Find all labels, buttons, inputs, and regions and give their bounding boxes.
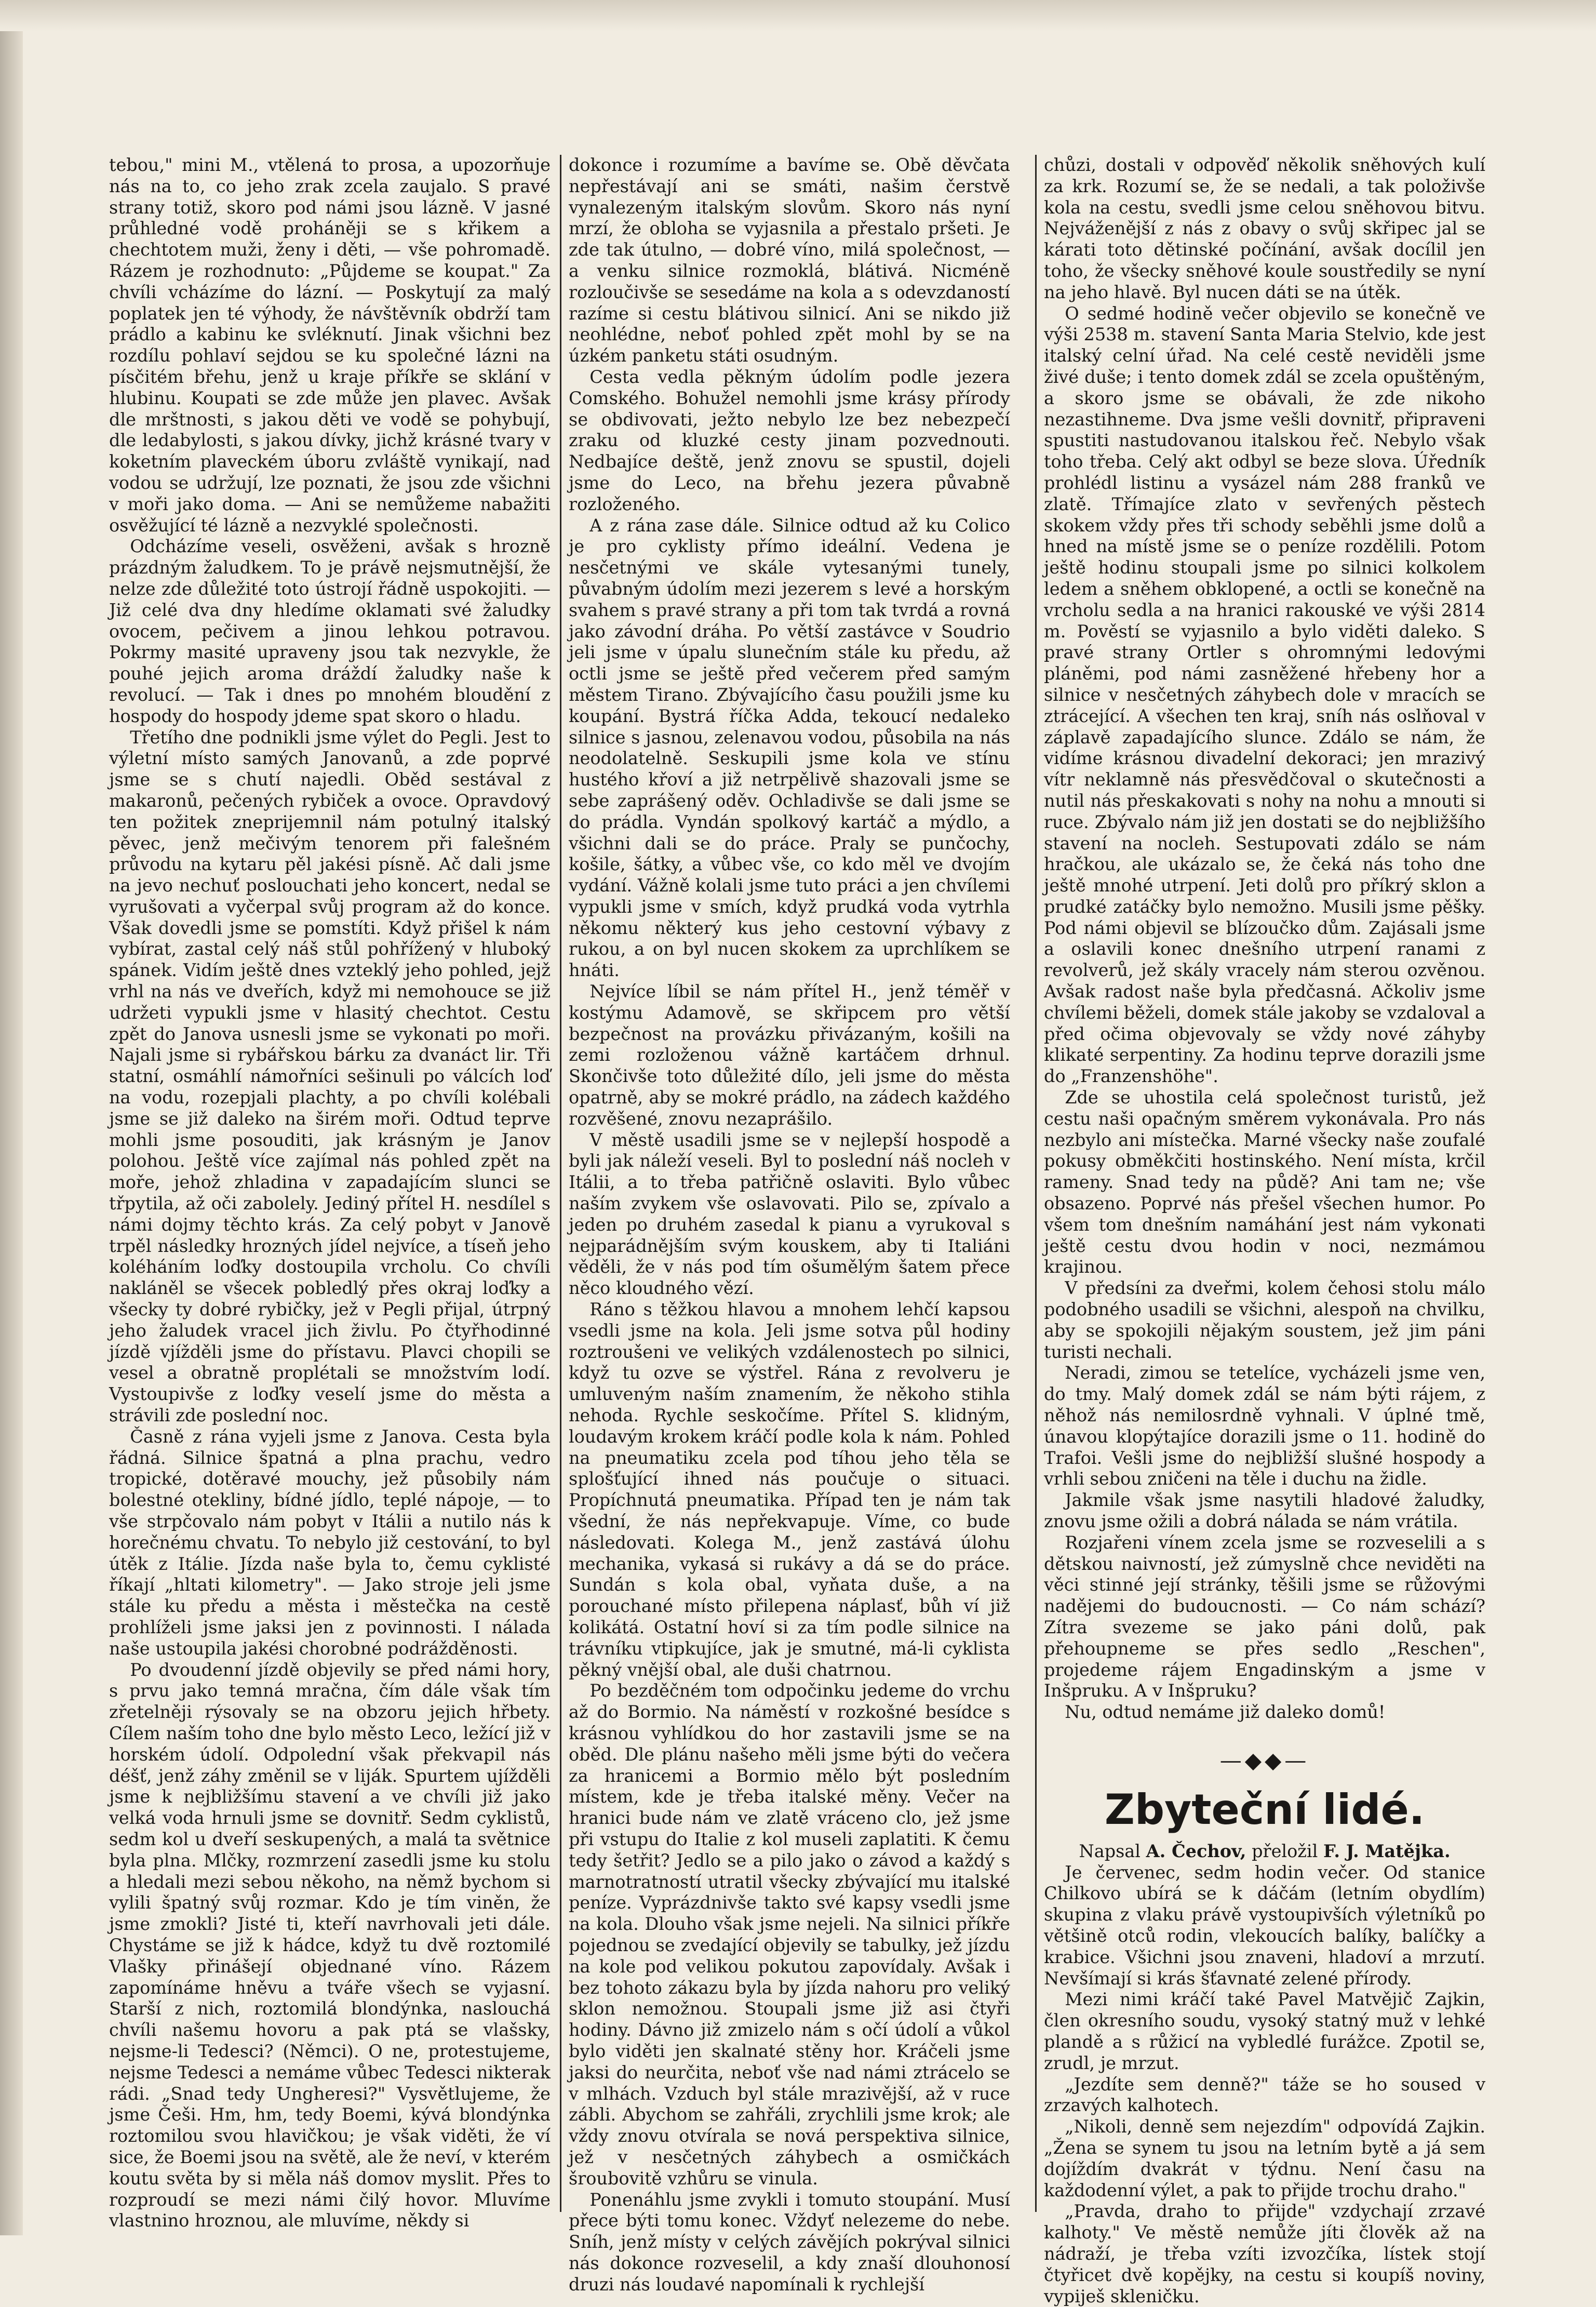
paragraph: Neradi, zimou se tetelíce, vycházeli jsme ven, do tmy. Malý domek zdál se nám býti rájem, z něhož nás nemilosrdně vyhnali. V úplné tmě, únavou klopýtajíce dorazili jsme o 11. hodině do Trafoi. Vešli jsme do nejbližší slušné hospody a vrhli sebou zničeni na těle i duchu na židle. bbox=[1044, 1363, 1485, 1489]
story-paragraph: „Nikoli, denně sem nejezdím" odpovídá Zajkin. „Žena se synem tu jsou na letním bytě a já sem dojíždím dvakrát v týdnu. Není času na každodenní výlet, a pak to přijde trochu draho." bbox=[1044, 2116, 1485, 2201]
column-divider bbox=[1035, 155, 1037, 2212]
paragraph: V předsíni za dveřmi, kolem čehosi stolu málo podobného usadili se všichni, alespoň na chvilku, aby se spokojili nějakým soustem, jež jim páni turisti nechali. bbox=[1044, 1278, 1485, 1362]
paragraph: dokonce i rozumíme a bavíme se. Obě děvčata nepřestávají ani se smáti, našim čerstvě vynalezeným italským slovům. Skoro nás nyní mrzí, že obloha se vyjasnila a přestalo pršeti. Je zde tak útulno, — dobré víno, milá společnost, — a venku silnice rozmoklá, blátivá. Nicméně rozloučivše se sesedáme na kola a s odevzdaností razíme si cestu blátivou silnicí. Ani se nikdo již neohlédne, neboť pohled zpět mohl by se na úzkém panketu státi osudným. bbox=[569, 155, 1010, 366]
paragraph: Zde se uhostila celá společnost turistů, jež cestu naši opačným směrem vykonávala. Pro nás nezbylo ani místečka. Marné všecky naše zoufalé pokusy obměkčiti hostinského. Není místa, krčil rameny. Snad tedy na půdě? Ani tam ne; vše obsazeno. Poprvé nás přešel všechen humor. Po všem tom dnešním namáhání jest nám vykonati ještě cestu dvou hodin v noci, nezmámou krajinou. bbox=[1044, 1087, 1485, 1277]
column-2 bbox=[569, 155, 1010, 2295]
story-paragraph: Je červenec, sedm hodin večer. Od stanice Chilkovo ubírá se k dáčám (letním obydlím) skupina z vlaku právě vystoupivších výletníků po většině otců rodin, vlekoucích balíky, balíčky a krabice. Všichni jsou znaveni, hladoví a mrzutí. Nevšímají si krás šťavnaté zelené přírody. bbox=[1044, 1862, 1485, 1989]
paragraph: Po bezděčném tom odpočinku jedeme do vrchu až do Bormio. Na náměstí v rozkošné besídce s krásnou vyhlídkou do hor zastavili jsme se na oběd. Dle plánu našeho měli jsme býti do večera za hranicemi a Bormio mělo být posledním místem, kde je třeba italské měny. Večer na hranici bude nám ve zlatě vráceno clo, jež jsme při vstupu do Italie z kol museli zaplatiti. K čemu tedy šetřit? Jedlo se a pilo jako o závod a každý s marnotratností utratil všecky zbývající mu italské peníze. Vyprázdnivše takto své kapsy vsedli jsme na kola. Dlouho však jsme nejeli. Na silnici příkře pojednou se zvedající objevily se tabulky, jež jízdu na kole pod velikou pokutou zapovídaly. Avšak i bez tohoto zákazu byla by jízda nahoru pro veliký sklon nemožnou. Stoupali jsme již asi čtyři hodiny. Dávno již zmizelo nám s očí údolí a vůkol bylo viděti jen skalnaté stěny hor. Kráčeli jsme jaksi do neurčita, neboť vše nad námi ztrácelo se v mlhách. Vzduch byl stále mrazivější, až v ruce zábli. Abychom se zahřáli, zrychlili jsme krok; ale vždy znovu otvírala se nová perspektiva silnice, jež v nesčetných záhybech a osmičkách šroubovitě vzhůru se vinula. bbox=[569, 1681, 1010, 2189]
paragraph: chůzi, dostali v odpověď několik sněhových kulí za krk. Rozumí se, že se nedali, a tak položivše kola na cestu, svedli jsme celou sněhovou bitvu. Nejváženější z nás z obavy o svůj skřipec jal se kárati toto dětinské počínání, avšak docílil jen toho, že všecky sněhové koule soustředily se nyní na jeho hlavě. Byl nucen dáti se na útěk. bbox=[1044, 155, 1485, 302]
author-name: A. Čechov, bbox=[1146, 1841, 1246, 1861]
paragraph: Odcházíme veseli, osvěženi, avšak s hrozně prázdným žaludkem. To je právě nejsmutnější, že nelze zde důležité toto ústrojí řádně uspokojiti. — Již celé dva dny hledíme oklamati své žaludky ovocem, pečivem a jinou lehkou potravou. Pokrmy masité upraveny jsou tak nezvykle, že pouhé jejich aroma dráždí žaludky naše k revolucí. — Tak i dnes po mnohém bloudění z hospody do hospody jdeme spat skoro o hladu. bbox=[109, 536, 551, 726]
story-paragraph: Mezi nimi kráčí také Pavel Matvějič Zajkin, člen okresního soudu, vysoký statný muž v lehké plandě a s růžicí na vybledlé furážce. Zpotil se, zrudl, je mrzut. bbox=[1044, 1989, 1485, 2073]
paragraph: O sedmé hodině večer objevilo se konečně ve výši 2538 m. stavení Santa Maria Stelvio, kde jest italský celní úřad. Na celé cestě neviděli jsme živé duše; i tento domek zdál se zcela opuštěným, a skoro jsme se obávali, že zde nikoho nezastihneme. Dva jsme vešli dovnitř, připraveni spustiti nastudovanou italskou řeč. Nebylo však toho třeba. Celý akt odbyl se beze slova. Úředník prohlédl listinu a vysázel nám 288 franků ve zlatě. Třímajíce zlato v sevřených pěstech skokem vždy přes tři schody seběhli jsme dolů a hned na místě jsme se o peníze rozdělili. Potom ještě hodinu stoupali jsme po silnici kolkolem ledem a sněhem obklopené, a octli se konečně na vrcholu sedla a na hranici rakouské ve výši 2814 m. Pověstí se vyjasnilo a bylo viděti daleko. S pravé strany Ortler s ohromnými ledovými pláněmi, pod námi zasněžené hřebeny hor a silnice v nesčetných záhybech dole v mracích se ztrácející. A všechen ten kraj, sníh nás oslňoval v záplavě zapadajícího slunce. Zdálo se nám, že vidíme krásnou divadelní dekoraci; jen mrazivý vítr neklamně nás přesvědčoval o skutečnosti a nutil nás přeskakovati s nohy na nohu a mnouti si ruce. Zbývalo nám již jen dostati se do nejbližšího stavení na nocleh. Sestupovati zdálo se nám hračkou, ale ukázalo se, že čeká nás toho dne ještě mnohé utrpení. Jeti dolů pro příkrý sklon a prudké zatáčky bylo nemožno. Musili jsme pěšky. Pod námi objevil se blízoučko dům. Zajásali jsme a oslavili konec dnešního utrpení ranami z revolverů, jež skály vracely nám sterou ozvěnou. Avšak radost naše byla předčasná. Ačkoliv jsme chvílemi běželi, domek stále jakoby se vzdaloval a před očima objevovaly se vždy nové záhyby klikaté serpentiny. Za hodinu teprve dorazili jsme do „Franzenshöhe". bbox=[1044, 303, 1485, 1087]
byline-prefix: Napsal bbox=[1079, 1841, 1141, 1861]
translator-prefix: přeložil bbox=[1252, 1841, 1318, 1861]
paragraph: Časně z rána vyjeli jsme z Janova. Cesta byla řádná. Silnice špatná a plna prachu, vedro tropické, dotěravé mouchy, jež působily nám bolestné otekliny, bídné jídlo, teplé nápoje, — to vše strpčovalo nám pobyt v Itálii a nutilo nás k horečnému chvatu. To nebylo již cestování, to byl útěk z Itálie. Jízda naše byla to, čemu cyklisté říkají „hltati kilometry". — Jako stroje jeli jsme stále ku předu a města i městečka na cestě prohlíželi jsme jaksi jen z povinnosti. I nálada naše ustoupila jakési chorobné podrážděnosti. bbox=[109, 1426, 551, 1659]
column-divider bbox=[560, 155, 561, 2212]
paragraph: Cesta vedla pěkným údolím podle jezera Comského. Bohužel nemohli jsme krásy přírody se obdivovati, ježto nebylo lze bez nebezpečí zraku od kluzké cesty jinam pozvednouti. Nedbajíce deště, jenž znovu se spustil, dojeli jsme do Leco, na břehu jezera půvabně rozloženého. bbox=[569, 366, 1010, 514]
section-ornament: —◆◆— bbox=[1219, 1747, 1310, 1773]
story-byline bbox=[1044, 1841, 1485, 1862]
scan-edge-left bbox=[0, 0, 23, 2235]
paragraph: Jakmile však jsme nasytili hladové žaludky, znovu jsme ožili a dobrá nálada se nám vrátila. bbox=[1044, 1490, 1485, 1531]
paragraph: tebou," mini M., vtělená to prosa, a upozorňuje nás na to, co jeho zrak zcela zaujalo. S pravé strany totiž, skoro pod námi jsou lázně. V jasné průhledné vodě proháněji se s křikem a chechtotem muži, ženy i děti, — vše pohromadě. Rázem je rozhodnuto: „Půjdeme se koupat." Za chvíli vcházíme do lázní. — Poskytují za malý poplatek jen té výhody, že návštěvník obdrží tam prádlo a kabinu ke svléknutí. Jinak všichni bez rozdílu pohlaví sejdou se ku společné lázni na písčitém břehu, jenž u kraje příkře se sklání v hlubinu. Koupati se zde může jen plavec. Avšak dle mrštnosti, s jakou děti ve vodě se pohybují, dle ledabylosti, s jakou dívky, jichž krásné tvary v koketním plaveckém úboru zvláště vynikají, nad vodou se udržují, lze poznati, že jsou zde všichni v moři jako doma. — Ani se nemůžeme nabažiti osvěžující té lázně a nezvyklé společnosti. bbox=[109, 155, 551, 536]
translator-name: F. J. Matějka. bbox=[1323, 1841, 1451, 1861]
column-3 bbox=[1044, 155, 1485, 2306]
story-paragraph: „Pravda, draho to přijde" vzdychají zrzavé kalhoty." Ve městě nemůže jíti člověk až na nádraží, je třeba vzíti izvozčíka, lístek stojí čtyřicet dvě kopějky, na cestu si koupíš noviny, vypiješ skleničku. bbox=[1044, 2201, 1485, 2306]
paragraph: V městě usadili jsme se v nejlepší hospodě a byli jak náleží veseli. Byl to poslední náš nocleh v Itálii, a to třeba patřičně oslaviti. Bylo vůbec naším zvykem vše oslavovati. Pilo se, zpívalo a jeden po druhém zasedal k pianu a vyrukoval s nejparádnějším svým kouskem, aby ti Italiáni věděli, že v nás pod tím ošumělým šatem přece něco kloudného vězí. bbox=[569, 1129, 1010, 1299]
paragraph: Nejvíce líbil se nám přítel H., jenž téměř v kostýmu Adamově, se skřipcem pro větší bezpečnost na provázku přivázaným, košili na zemi rozloženou vážně kartáčem drhnul. Skončivše toto důležité dílo, jeli jsme do města opatrně, aby se mokré prádlo, na zádech každého rozvěšené, znovu nezaprášilo. bbox=[569, 981, 1010, 1129]
column-1 bbox=[109, 155, 551, 2231]
scan-edge-top bbox=[0, 0, 1596, 31]
story-paragraph: „Jezdíte sem denně?" táže se ho soused v zrzavých kalhotech. bbox=[1044, 2074, 1485, 2116]
paragraph: Rozjařeni vínem zcela jsme se rozveselili a s dětskou naivností, jež zúmyslně chce neviděti na věci stinné její stránky, těšili jsme se růžovými nadějemi do budoucnosti. — Co nám schází? Zítra svezeme se jako páni dolů, pak přehoupneme se přes sedlo „Reschen", projedeme rájem Engadinským a jsme v Inšpruku. A v Inšpruku? bbox=[1044, 1532, 1485, 1701]
paragraph: A z rána zase dále. Silnice odtud až ku Colico je pro cyklisty přímo ideální. Vedena je nesčetnými ve skále vytesanými tunely, půvabným údolím mezi jezerem s levé a horským svahem s pravé strany a při tom tak tvrdá a rovná jako závodní dráha. Po větší zastávce v Soudrio jeli jsme v úpalu slunečním stále ku předu, až octli jsme se ještě před večerem před samým městem Tirano. Zbývajícího času použili jsme ku koupání. Bystrá říčka Adda, tekoucí nedaleko silnice s jasnou, zelenavou vodou, působila na nás neodolatelně. Seskupili jsme kola ve stínu hustého křoví a již netrpělivě shazovali jsme se sebe zaprášený oděv. Ochladivše se dali jsme se do prádla. Vyndán spolkový kartáč a mýdlo, a všichni dali se do práce. Praly se punčochy, košile, šátky, a vůbec vše, co kdo měl ve dvojím vydání. Vážně kolali jsme tuto práci a jen chvílemi vypukli jsme v smích, když prudká voda vytrhla někomu některý kus jeho cestovní výbavy z rukou, a on byl nucen skokem za uprchlíkem se hnáti. bbox=[569, 515, 1010, 981]
paragraph: Po dvoudenní jízdě objevily se před námi hory, s prvu jako temná mračna, čím dále však tím zřetelněji rýsovaly se na obzoru jejich hřbety. Cílem naším toho dne bylo město Leco, ležící již v horském údolí. Odpolední však překvapil nás déšť, jenž záhy změnil se v liják. Spurtem ujížděli jsme k nejbližšímu stavení a ve chvíli již jako velká voda hrnuli jsme se dovnitř. Sedm cyklistů, sedm kol u dveří seskupených, a malá ta světnice byla plna. Mlčky, rozmrzení zasedli jsme ku stolu a hledali mezi sebou někoho, na němž bychom si vylili špatný svůj rozmar. Kdo je tím viněn, že jsme zmokli? Jisté ti, kteří navrhovali jeti dále. Chystáme se již k hádce, když tu dvě roztomilé Vlašky přinášejí objednané víno. Rázem zapomínáme hněvu a tváře všech se vyjasní. Starší z nich, roztomilá blondýnka, naslouchá chvíli našemu hovoru a pak ptá se vlašsky, nejsme-li Tedesci? (Němci). O ne, protestujeme, nejsme Tedesci a nemáme vůbec Tedesci nikterak rádi. „Snad tedy Ungheresi?" Vysvětlujeme, že jsme Češi. Hm, hm, tedy Boemi, kývá blondýnka roztomilou svou hlavičkou; je však viděti, že ví sice, že Boemi jsou na světě, ale že neví, v kterém koutu světa by si měla náš domov myslit. Přes to rozproudí se mezi námi čilý hovor. Mluvíme vlastnino hroznou, ale mluvíme, někdy si bbox=[109, 1659, 551, 2231]
paragraph: Ráno s těžkou hlavou a mnohem lehčí kapsou vsedli jsme na kola. Jeli jsme sotva půl hodiny roztroušeni ve velikých vzdálenostech po silnici, když tu ozve se výstřel. Rána z revolveru je umluveným naším znamením, že někoho stihla nehoda. Rychle seskočíme. Přítel S. klidným, loudavým krokem kráčí podle kola k nám. Pohled na pneumatiku zcela pod tíhou jeho těla se splošťující ihned nás poučuje o situaci. Propíchnutá pneumatika. Případ ten je nám tak všední, že nás nepřekvapuje. Víme, co bude následovati. Kolega M., jenž zastává úlohu mechanika, vykasá si rukávy a dá se do práce. Sundán s kola obal, vyňata duše, a na porouchané místo přilepena náplasť, bůh ví již kolikátá. Ostatní hoví si za tím podle silnice na trávníku vtipkujíce, jak je smutné, má-li cyklista pěkný vnější obal, ale duši chatrnou. bbox=[569, 1299, 1010, 1680]
story-title: Zbyteční lidé. bbox=[1104, 1785, 1425, 1834]
paragraph: Třetího dne podnikli jsme výlet do Pegli. Jest to výletní místo samých Janovanů, a zde poprvé jsme se s chutí najedli. Oběd sestával z makaronů, pečených rybiček a ovoce. Opravdový ten požitek zneprijemnil nám potulný italský pěvec, jenž mečivým tenorem při falešném průvodu na kytaru pěl jakési písně. Ač dali jsme na jevo nechuť poslouchati jeho koncert, nedal se vyrušovati a vyčerpal svůj program až do konce. Však dovedli jsme se pomstíti. Když přišel k nám vybírat, zastal celý náš stůl pohřížený v hluboký spánek. Vidím ještě dnes vzteklý jeho pohled, jejž vrhl na nás ve dveřích, když mi nemohouce se již udržeti vypukli jsme v hlasitý chechtot. Cestu zpět do Janova usnesli jsme se vykonati po moři. Najali jsme si rybářskou bárku za dvanáct lir. Tři statní, osmáhlí námořníci sešinuli po válcích loď na vodu, rozepjali plachty, a po chvíli kolébali jsme se již daleko na širém moři. Odtud teprve mohli jsme posouditi, jak krásným je Janov polohou. Ještě více zajímal nás pohled zpět na moře, jehož zhladina v zapadajícím slunci se třpytila, až oči zabolely. Jediný přítel H. nesdílel s námi dojmy těchto krás. Za celý pobyt v Janově trpěl následky hrozných jídel nejvíce, a tíseň jeho koléháním loďky dostoupila vrcholu. Co chvíli nakláněl se všecek pobledlý přes okraj loďky a všecky ty dobré rybičky, jež v Pegli přijal, útrpný jeho žaludek vracel jich živlu. Po čtyřhodinné jízdě vjížděli jsme do přístavu. Plavci chopili se vesel a obratně proplétali se množstvím lodí. Vystoupivše z loďky veselí jsme do města a strávili zde poslední noc. bbox=[109, 727, 551, 1426]
paragraph: Ponenáhlu jsme zvykli i tomuto stoupání. Musí přece býti tomu konec. Vždyť nelezeme do nebe. Sníh, jenž místy v celých závějích pokrýval silnici nás dokonce rozveselil, a kdy znaší dlouhonosí druzi nás loudavé napomínali k rychlejší bbox=[569, 2189, 1010, 2295]
paragraph: Nu, odtud nemáme již daleko domů! bbox=[1065, 1702, 1386, 1723]
